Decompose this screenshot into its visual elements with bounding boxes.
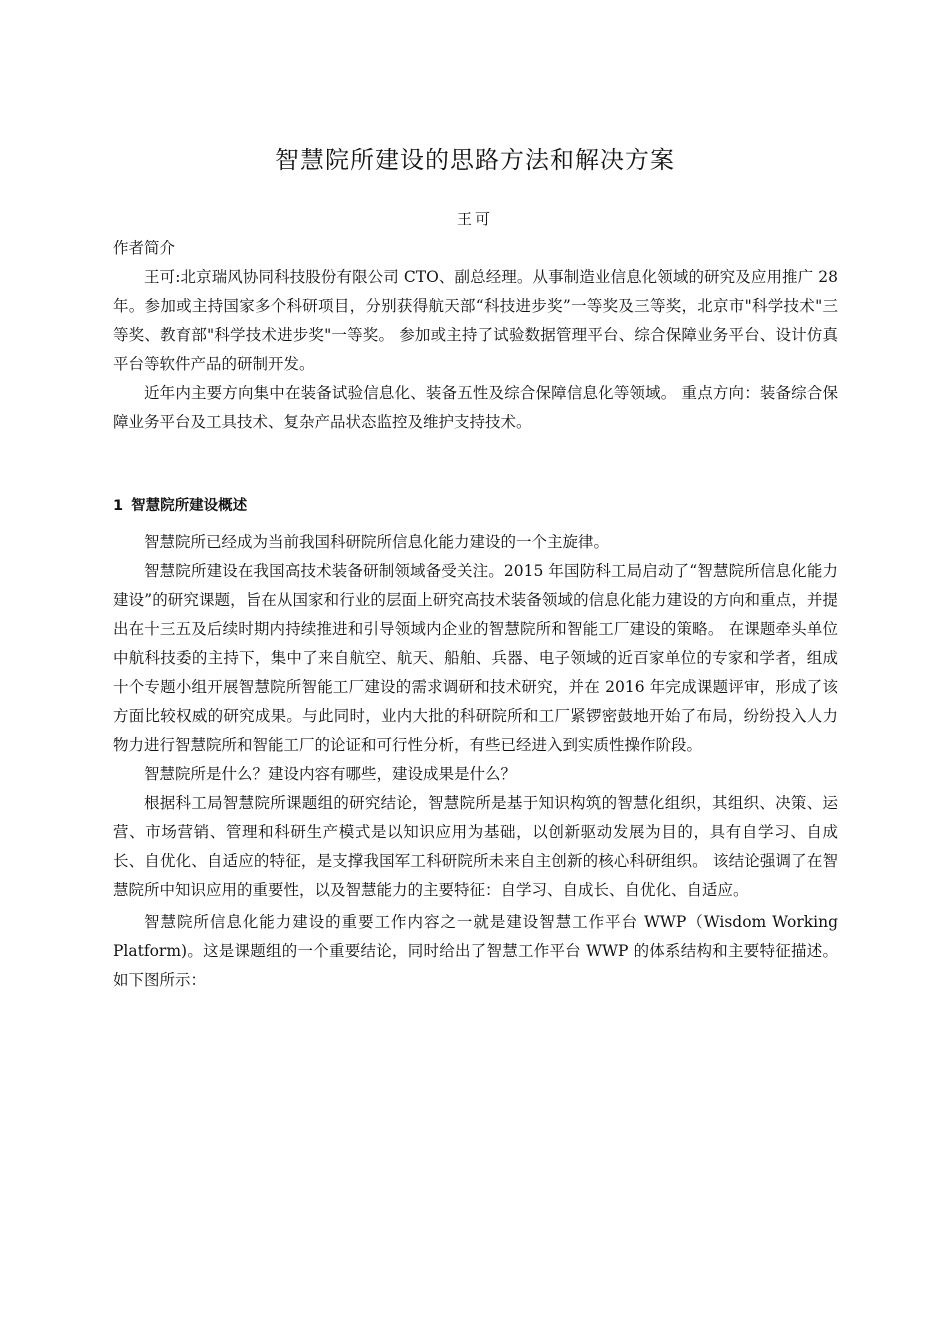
section-title: 智慧院所建设概述 [131,498,248,514]
author-bio [113,263,838,437]
body-paragraph: 智慧院所信息化能力建设的重要工作内容之一就是建设智慧工作平台 WWP（Wisdom Working Platform)。这是课题组的一个重要结论，同时给出了智慧工作平台 WWP 的体系结构和主要特征描述。如下图所示： [113,913,838,989]
section-body [113,528,838,995]
body-paragraph: 智慧院所建设在我国高技术装备研制领域备受关注。2015 年国防科工局启动了“智慧院所信息化能力建设”的研究课题，旨在从国家和行业的层面上研究高技术装备领域的信息化能力建设的方向和重点，并提出在十三五及后续时期内持续推进和引导领域内企业的智慧院所和智能工厂建设的策略。 在课题牵头单位中航科技委的主持下，集中了来自航空、航天、船舶、兵器、电子领域的近百家单位的专家和学者，组成十个专题小组开展智慧院所智能工厂建设的需求调研和技术研究，并在 2016 年完成课题评审，形成了该方面比较权威的研究成果。与此同时，业内大批的科研院所和工厂紧锣密鼓地开始了布局，纷纷投入人力物力进行智慧院所和智能工厂的论证和可行性分析，有些已经进入到实质性操作阶段。 [113,562,838,754]
title-text: 智慧院所建设的思路方法和解决方案 [275,146,675,174]
bio-paragraph: 近年内主要方向集中在装备试验信息化、装备五性及综合保障信息化等领域。 重点方向：装备综合保障业务平台及工具技术、复杂产品状态监控及维护支持技术。 [113,384,838,431]
document-title [0,140,950,175]
bio-paragraph: 王可:北京瑞风协同科技股份有限公司 CTO、副总经理。从事制造业信息化领域的研究及应用推广 28 年。参加或主持国家多个科研项目，分别获得航天部“科技进步奖”一等奖及三等奖，北京市"科学技术"三等奖、教育部"科学技术进步奖"一等奖。 参加或主持了试验数据管理平台、综合保障业务平台、设计仿真平台等软件产品的研制开发。 [113,268,838,373]
body-paragraph: 根据科工局智慧院所课题组的研究结论，智慧院所是基于知识构筑的智慧化组织，其组织、决策、运营、市场营销、管理和科研生产模式是以知识应用为基础，以创新驱动发展为目的，具有自学习、自成长、自优化、自适应的特征，是支撑我国军工科研院所未来自主创新的核心科研组织。 该结论强调了在智慧院所中知识应用的重要性，以及智慧能力的主要特征：自学习、自成长、自优化、自适应。 [113,794,838,899]
section-heading [113,492,247,521]
author-name: 王可 [456,210,493,228]
section-number: 1 [113,498,124,514]
author-intro-label: 作者简介 [113,239,176,257]
body-paragraph: 智慧院所已经成为当前我国科研院所信息化能力建设的一个主旋律。 [144,533,610,551]
body-paragraph: 智慧院所是什么？建设内容有哪些，建设成果是什么？ [144,765,517,783]
